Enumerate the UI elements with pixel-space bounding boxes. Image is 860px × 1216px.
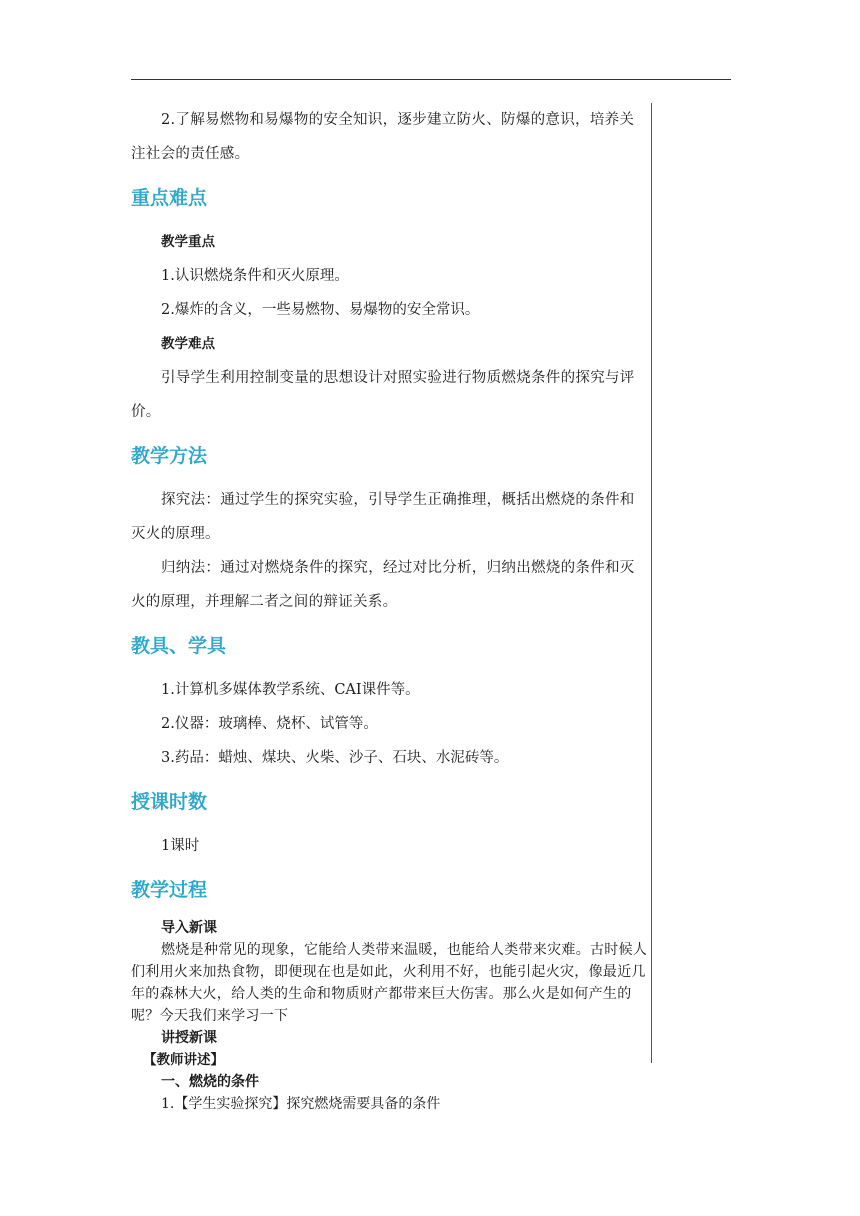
teacher-label: 【教师讲述】 [143, 1052, 224, 1068]
tools-item-3: 3.药品：蜡烛、煤块、火柴、沙子、石块、水泥砖等。 [161, 750, 509, 766]
heading-process: 教学过程 [131, 879, 208, 901]
new-lesson-title: 讲授新课 [161, 1030, 217, 1046]
focus-item-1: 1.认识燃烧条件和灭火原理。 [161, 268, 349, 284]
table-right-border [651, 103, 652, 1063]
header-rule [131, 79, 731, 80]
difficulty-text: 引导学生利用控制变量的思想设计对照实验进行物质燃烧条件的探究与评价。 [131, 370, 635, 420]
method-induction: 归纳法：通过对燃烧条件的探究，经过对比分析，归纳出燃烧的条件和灭火的原理，并理解二者之间的辩证关系。 [131, 560, 635, 610]
heading-hours: 授课时数 [131, 791, 208, 813]
tools-item-2: 2.仪器：玻璃棒、烧杯、试管等。 [161, 716, 378, 732]
focus-item-2: 2.爆炸的含义，一些易燃物、易爆物的安全常识。 [161, 302, 480, 318]
tools-item-1: 1.计算机多媒体教学系统、CAI课件等。 [161, 682, 420, 698]
heading-key-points: 重点难点 [131, 187, 208, 209]
focus-title: 教学重点 [161, 234, 215, 250]
heading-tools: 教具、学具 [131, 635, 227, 657]
difficulty-title: 教学难点 [161, 336, 215, 352]
method-inquiry: 探究法：通过学生的探究实验，引导学生正确推理，概括出燃烧的条件和灭火的原理。 [131, 492, 635, 542]
hours-text: 1课时 [161, 838, 200, 854]
intro-title: 导入新课 [161, 920, 217, 936]
intro-text: 燃烧是种常见的现象，它能给人类带来温暖，也能给人类带来灾难。古时候人们利用火来加热食物，即便现在也是如此，火利用不好，也能引起火灾，像最近几年的森林大火，给人类的生命和物质财产都带来巨大伤害。那么火是如何产生的呢？今天我们来学习一下 [131, 942, 648, 1024]
heading-methods: 教学方法 [131, 445, 208, 467]
document-page [131, 103, 649, 1115]
step-1: 1.【学生实验探究】探究燃烧需要具备的条件 [161, 1096, 441, 1112]
objective-item-2: 2.了解易燃物和易爆物的安全知识，逐步建立防火、防爆的意识，培养关注社会的责任感。 [131, 112, 635, 162]
section-title: 一、燃烧的条件 [161, 1074, 259, 1090]
